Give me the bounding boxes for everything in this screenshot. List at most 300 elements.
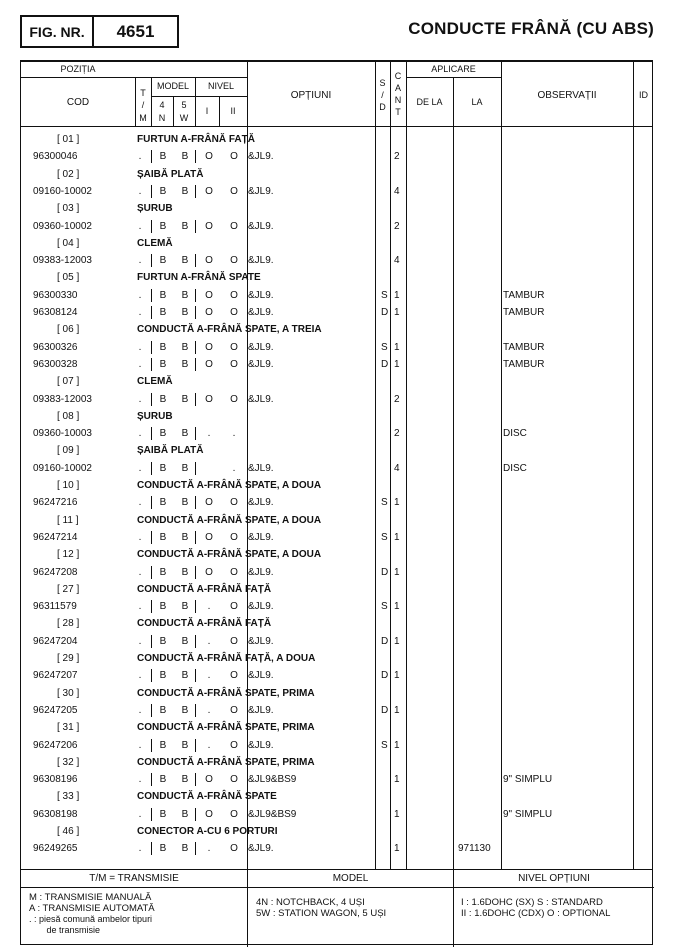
tm-value: . [138, 358, 142, 370]
nivel-i-value: . [207, 704, 211, 716]
model-5w-value: B [181, 289, 189, 301]
quantity-value: 1 [394, 808, 400, 820]
model-4n-value: B [159, 462, 167, 474]
quantity-value: 4 [394, 185, 400, 197]
nivel-i-value: O [205, 566, 213, 578]
header-cod: COD [66, 97, 90, 108]
position-number: [ 11 ] [57, 514, 79, 526]
nivel-i-value: . [207, 601, 211, 613]
part-description: CONDUCTĂ A-FRÂNĂ SPATE, A TREIA [137, 324, 322, 336]
part-code: 09160-10002 [33, 185, 92, 197]
model-5w-value: B [181, 462, 189, 474]
model-4n-value: B [159, 185, 167, 197]
part-row [21, 252, 652, 269]
quantity-value: 2 [394, 220, 400, 232]
part-code: 96300328 [33, 358, 78, 370]
model-5w-value: B [181, 497, 189, 509]
part-description: CLEMĂ [137, 376, 173, 388]
legend-model-line: 5W : STATION WAGON, 5 UȘI [256, 908, 387, 919]
position-number: [ 01 ] [57, 134, 80, 145]
part-row [21, 218, 652, 235]
observation-value: DISC [503, 428, 527, 440]
options-value: &JL9. [248, 307, 274, 318]
part-description: CONDUCTĂ A-FRÂNĂ SPATE, PRIMA [137, 687, 315, 699]
part-description: CONDUCTĂ A-FRÂNĂ FAȚĂ [137, 583, 272, 595]
part-description: ȘURUB [137, 410, 173, 422]
part-row [21, 183, 652, 200]
options-value: &JL9. [248, 704, 274, 716]
tm-value: . [138, 635, 142, 647]
options-value: &JL9. [248, 289, 274, 301]
part-description: FURTUN A-FRÂNĂ FAȚĂ [137, 134, 255, 145]
position-number: [ 06 ] [57, 324, 80, 336]
position-number: [ 10 ] [57, 480, 80, 491]
legend-tm-line: A : TRANSMISIE AUTOMATĂ [29, 903, 155, 914]
options-value: &JL9. [248, 635, 274, 647]
model-4n-value: B [159, 739, 167, 751]
nivel-ii-value: O [230, 774, 238, 786]
model-5w-value: B [181, 566, 189, 578]
position-row [21, 650, 652, 667]
part-row [21, 356, 652, 373]
side-value: S [381, 497, 388, 509]
model-5w-value: B [181, 843, 189, 855]
position-number: [ 05 ] [57, 272, 80, 284]
nivel-ii-value: O [230, 670, 238, 682]
nivel-i-value: O [205, 774, 213, 786]
options-value: &JL9. [248, 843, 274, 855]
observation-value: DISC [503, 462, 527, 474]
model-4n-value: B [159, 393, 167, 405]
part-code: 96247208 [33, 566, 78, 578]
legend-nivel-line: II : 1.6DOHC (CDX) O : OPTIONAL [461, 908, 611, 919]
position-number: [ 31 ] [57, 722, 80, 734]
header-sd-d: D [379, 102, 386, 112]
part-code: 96247207 [33, 670, 78, 682]
header-slash: / [141, 100, 145, 110]
position-number: [ 29 ] [57, 653, 80, 664]
part-row [21, 598, 652, 615]
header-t: T [140, 88, 146, 98]
model-4n-value: B [159, 774, 167, 786]
tm-value: . [138, 185, 142, 197]
position-number: [ 30 ] [57, 687, 80, 699]
model-5w-value: B [181, 307, 189, 318]
part-description: ȘURUB [137, 203, 173, 215]
observation-value: 9" SIMPLU [503, 808, 553, 820]
legend-nivel-heading: NIVEL OPȚIUNI [454, 870, 654, 888]
model-5w-value: B [181, 151, 189, 163]
nivel-i-value: . [207, 428, 211, 440]
model-4n-value: B [159, 358, 167, 370]
model-4n-value: B [159, 601, 167, 613]
model-4n-value: B [159, 255, 167, 267]
position-number: [ 08 ] [57, 410, 80, 422]
part-code: 96247206 [33, 739, 78, 751]
model-5w-value: B [181, 220, 189, 232]
side-value: D [381, 704, 389, 716]
part-code: 09360-10002 [33, 220, 92, 232]
quantity-value: 1 [394, 289, 400, 301]
options-value: &JL9. [248, 462, 274, 474]
position-row [21, 685, 652, 702]
part-code: 96247216 [33, 497, 78, 509]
position-row [21, 200, 652, 217]
quantity-value: 2 [394, 393, 400, 405]
nivel-ii-value: O [230, 601, 238, 613]
nivel-ii-value: O [230, 739, 238, 751]
position-row [21, 546, 652, 563]
part-code: 96308124 [33, 307, 78, 318]
quantity-value: 1 [394, 843, 400, 855]
part-description: CONDUCTĂ A-FRÂNĂ SPATE, PRIMA [137, 756, 315, 768]
header-optiuni: OPȚIUNI [290, 90, 332, 101]
part-description: CONDUCTĂ A-FRÂNĂ SPATE, A DOUA [137, 549, 322, 561]
part-row [21, 806, 652, 823]
nivel-i-value: O [205, 358, 213, 370]
legend-tm-line: M : TRANSMISIE MANUALĂ [29, 892, 152, 903]
part-row [21, 737, 652, 754]
nivel-ii-value: O [230, 393, 238, 405]
nivel-i-value: O [205, 289, 213, 301]
model-4n-value: B [159, 531, 167, 543]
part-description: ȘAIBĂ PLATĂ [137, 168, 204, 180]
quantity-value: 1 [394, 566, 400, 578]
side-value: S [381, 531, 388, 543]
observation-value: TAMBUR [503, 307, 545, 318]
position-row [21, 477, 652, 494]
part-description: CONDUCTĂ A-FRÂNĂ FAȚĂ, A DOUA [137, 653, 316, 664]
tm-value: . [138, 462, 142, 474]
position-number: [ 04 ] [57, 237, 80, 249]
position-row [21, 166, 652, 183]
position-number: [ 27 ] [57, 583, 80, 595]
tm-value: . [138, 739, 142, 751]
model-5w-value: B [181, 531, 189, 543]
legend-nivel-line: I : 1.6DOHC (SX) S : STANDARD [461, 897, 603, 908]
nivel-i-value: O [205, 341, 213, 353]
table-header [21, 61, 652, 127]
quantity-value: 1 [394, 704, 400, 716]
model-5w-value: B [181, 635, 189, 647]
quantity-value: 4 [394, 462, 400, 474]
part-code: 96311579 [33, 601, 77, 613]
header-pozitia: POZIȚIA [60, 64, 96, 74]
part-description: CONDUCTĂ A-FRÂNĂ FAȚĂ [137, 618, 272, 630]
model-4n-value: B [159, 341, 167, 353]
model-5w-value: B [181, 341, 189, 353]
model-5w-value: B [181, 428, 189, 440]
quantity-value: 1 [394, 307, 400, 318]
nivel-i-value: O [205, 393, 213, 405]
position-row [21, 235, 652, 252]
tm-value: . [138, 220, 142, 232]
options-value: &JL9. [248, 151, 274, 163]
part-description: CONDUCTĂ A-FRÂNĂ SPATE, PRIMA [137, 722, 315, 734]
part-row [21, 771, 652, 788]
tm-value: . [138, 566, 142, 578]
position-row [21, 512, 652, 529]
model-5w-value: B [181, 393, 189, 405]
nivel-i-value: O [205, 808, 213, 820]
part-row [21, 702, 652, 719]
part-code: 96249265 [33, 843, 78, 855]
quantity-value: 1 [394, 358, 400, 370]
nivel-i-value: . [207, 635, 211, 647]
model-5w-value: B [181, 808, 189, 820]
header-id: ID [639, 90, 648, 100]
part-code: 96300326 [33, 341, 78, 353]
part-row [21, 529, 652, 546]
part-row [21, 425, 652, 442]
header-m: M [139, 113, 147, 123]
nivel-i-value: O [205, 151, 213, 163]
observation-value: TAMBUR [503, 358, 545, 370]
side-value: D [381, 635, 389, 647]
position-row [21, 131, 652, 148]
nivel-ii-value: O [230, 497, 238, 509]
header-cant-t: T [395, 107, 401, 117]
model-4n-value: B [159, 670, 167, 682]
nivel-ii-value: O [230, 255, 238, 267]
model-4n-value: B [159, 808, 167, 820]
part-row [21, 391, 652, 408]
options-value: &JL9. [248, 739, 274, 751]
nivel-ii-value: O [230, 185, 238, 197]
nivel-ii-value: . [232, 428, 236, 440]
quantity-value: 1 [394, 670, 400, 682]
tm-value: . [138, 531, 142, 543]
options-value: &JL9. [248, 393, 274, 405]
tm-value: . [138, 151, 142, 163]
position-number: [ 32 ] [57, 756, 80, 768]
part-code: 96247204 [33, 635, 78, 647]
header-ii: II [230, 106, 236, 116]
side-value: S [381, 289, 388, 301]
options-value: &JL9. [248, 341, 274, 353]
part-code: 96308196 [33, 774, 78, 786]
figure-label: FIG. NR. [22, 17, 94, 46]
header-sd-s: S [379, 78, 386, 88]
nivel-ii-value: O [230, 566, 238, 578]
model-4n-value: B [159, 843, 167, 855]
nivel-i-value: O [205, 255, 213, 267]
tm-value: . [138, 255, 142, 267]
header-de-la: DE LA [416, 97, 443, 107]
options-value: &JL9. [248, 358, 274, 370]
position-number: [ 33 ] [57, 791, 80, 803]
nivel-i-value: O [205, 185, 213, 197]
nivel-ii-value: O [230, 289, 238, 301]
options-value: &JL9. [248, 670, 274, 682]
options-value: &JL9. [248, 601, 274, 613]
options-value: &JL9. [248, 531, 274, 543]
tm-value: . [138, 670, 142, 682]
part-description: CONDUCTĂ A-FRÂNĂ SPATE, A DOUA [137, 480, 322, 491]
part-row [21, 667, 652, 684]
tm-value: . [138, 497, 142, 509]
part-row [21, 633, 652, 650]
position-row [21, 615, 652, 632]
header-model: MODEL [156, 81, 189, 91]
part-row [21, 564, 652, 581]
tm-value: . [138, 843, 142, 855]
legend-tm-line: . : piesă comună ambelor tipuri [29, 914, 153, 924]
nivel-ii-value: O [230, 151, 238, 163]
position-number: [ 12 ] [57, 549, 80, 561]
part-row [21, 494, 652, 511]
header-5: 5 [181, 100, 187, 110]
position-row [21, 373, 652, 390]
legend-model-line: 4N : NOTCHBACK, 4 UȘI [256, 897, 365, 908]
part-code: 09383-12003 [33, 393, 92, 405]
part-row [21, 339, 652, 356]
header-observatii: OBSERVAȚII [537, 90, 597, 101]
nivel-ii-value: O [230, 358, 238, 370]
model-4n-value: B [159, 220, 167, 232]
nivel-i-value: . [207, 843, 211, 855]
part-code: 09360-10003 [33, 428, 92, 440]
model-4n-value: B [159, 635, 167, 647]
header-sd-slash: / [381, 90, 384, 100]
position-row [21, 408, 652, 425]
part-code: 96300330 [33, 289, 78, 301]
model-5w-value: B [181, 185, 189, 197]
header-n: N [158, 113, 166, 123]
tm-value: . [138, 808, 142, 820]
quantity-value: 1 [394, 635, 400, 647]
part-code: 09383-12003 [33, 255, 92, 267]
header-nivel: NIVEL [207, 81, 234, 91]
nivel-ii-value: O [230, 808, 238, 820]
tm-value: . [138, 774, 142, 786]
position-number: [ 07 ] [57, 376, 80, 388]
position-number: [ 02 ] [57, 168, 80, 180]
legend-model-heading: MODEL [248, 870, 453, 888]
nivel-ii-value: O [230, 704, 238, 716]
nivel-i-value: . [207, 739, 211, 751]
model-5w-value: B [181, 358, 189, 370]
nivel-ii-value: O [230, 341, 238, 353]
tm-value: . [138, 601, 142, 613]
part-description: CONECTOR A-CU 6 PORTURI [137, 826, 278, 837]
side-value: S [381, 739, 388, 751]
part-description: CONDUCTĂ A-FRÂNĂ SPATE [137, 791, 277, 803]
model-4n-value: B [159, 428, 167, 440]
side-value: D [381, 307, 389, 318]
model-4n-value: B [159, 566, 167, 578]
part-row [21, 148, 652, 165]
part-description: FURTUN A-FRÂNĂ SPATE [137, 272, 261, 284]
nivel-i-value: O [205, 220, 213, 232]
nivel-i-value: O [205, 531, 213, 543]
position-row [21, 823, 652, 840]
model-5w-value: B [181, 255, 189, 267]
part-code: 96308198 [33, 808, 78, 820]
options-value: &JL9. [248, 255, 274, 267]
legend-tm-line: de transmisie [29, 925, 101, 935]
header-cant-c: C [394, 71, 402, 81]
part-code: 09160-10002 [33, 462, 92, 474]
quantity-value: 2 [394, 151, 400, 163]
side-value: D [381, 670, 389, 682]
observation-value: TAMBUR [503, 341, 545, 353]
side-value: D [381, 358, 389, 370]
side-value: D [381, 566, 389, 578]
tm-value: . [138, 428, 142, 440]
part-code: 96247214 [33, 531, 78, 543]
nivel-i-value: . [207, 670, 211, 682]
part-description: CLEMĂ [137, 237, 173, 249]
nivel-ii-value: . [232, 462, 236, 474]
figure-number-box [20, 15, 179, 48]
header-aplicare: APLICARE [431, 64, 476, 74]
model-4n-value: B [159, 151, 167, 163]
quantity-value: 4 [394, 255, 400, 267]
position-row [21, 442, 652, 459]
nivel-ii-value: O [230, 843, 238, 855]
quantity-value: 1 [394, 739, 400, 751]
part-row [21, 840, 652, 857]
model-5w-value: B [181, 670, 189, 682]
position-number: [ 03 ] [57, 203, 80, 215]
part-description: ȘAIBĂ PLATĂ [137, 445, 204, 457]
observation-value: 9" SIMPLU [503, 774, 553, 786]
model-4n-value: B [159, 289, 167, 301]
quantity-value: 1 [394, 774, 400, 786]
options-value: &JL9&BS9 [248, 774, 297, 786]
quantity-value: 2 [394, 428, 400, 440]
part-description: CONDUCTĂ A-FRÂNĂ SPATE, A DOUA [137, 514, 322, 526]
model-4n-value: B [159, 307, 167, 318]
legend-tm-heading: T/M = TRANSMISIE [21, 870, 247, 888]
tm-value: . [138, 393, 142, 405]
model-5w-value: B [181, 739, 189, 751]
quantity-value: 1 [394, 341, 400, 353]
header-cant-n: N [394, 95, 402, 105]
header-i: I [205, 106, 209, 116]
model-4n-value: B [159, 497, 167, 509]
part-code: 96300046 [33, 151, 78, 163]
options-value: &JL9. [248, 566, 274, 578]
legend-footer [21, 869, 652, 947]
quantity-value: 1 [394, 497, 400, 509]
position-number: [ 28 ] [57, 618, 80, 630]
model-5w-value: B [181, 774, 189, 786]
observation-value: TAMBUR [503, 289, 545, 301]
position-row [21, 321, 652, 338]
options-value: &JL9. [248, 497, 274, 509]
position-row [21, 754, 652, 771]
header-w: W [179, 113, 189, 123]
tm-value: . [138, 341, 142, 353]
options-value: &JL9&BS9 [248, 808, 297, 820]
position-row [21, 719, 652, 736]
nivel-i-value: O [205, 497, 213, 509]
side-value: S [381, 601, 388, 613]
part-row [21, 287, 652, 304]
position-row [21, 788, 652, 805]
figure-number: 4651 [116, 21, 155, 41]
header-4: 4 [159, 100, 165, 110]
header-la: LA [471, 97, 483, 107]
part-row [21, 460, 652, 477]
page-title: CONDUCTE FRÂNĂ (CU ABS) [408, 19, 654, 38]
quantity-value: 1 [394, 531, 400, 543]
nivel-ii-value: O [230, 307, 238, 318]
tm-value: . [138, 307, 142, 318]
nivel-ii-value: O [230, 531, 238, 543]
